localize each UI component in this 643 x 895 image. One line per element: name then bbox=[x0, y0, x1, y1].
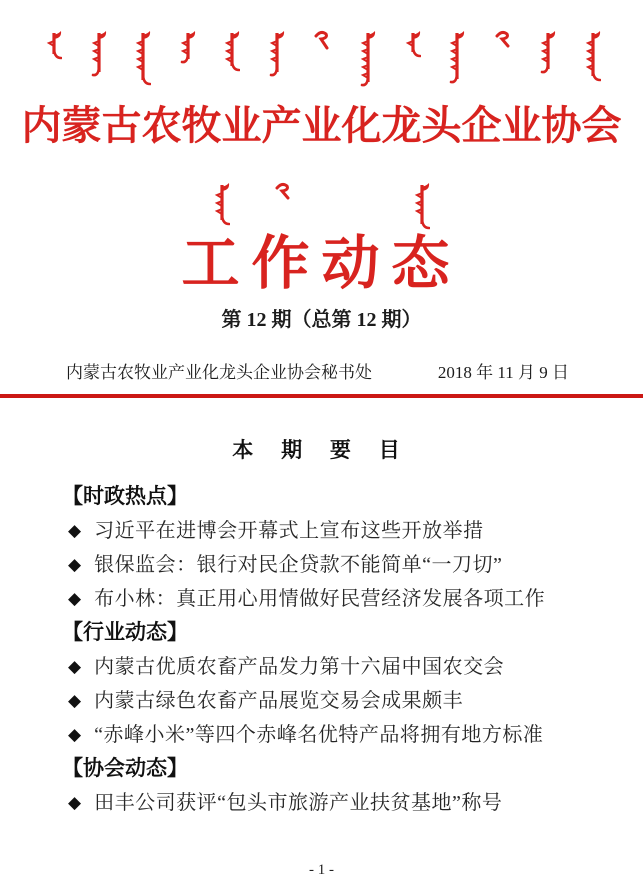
mongolian-glyph-icon bbox=[135, 30, 151, 86]
diamond-bullet-icon: ◆ bbox=[68, 691, 82, 711]
toc-item-text: 田丰公司获评“包头市旅游产业扶贫基地”称号 bbox=[94, 792, 503, 814]
toc-item-text: 内蒙古优质农畜产品发力第十六届中国农交会 bbox=[94, 656, 505, 678]
publisher-row bbox=[66, 363, 569, 383]
toc-section-politics bbox=[62, 480, 603, 616]
toc-section-industry bbox=[62, 616, 603, 752]
page-number: - 1 - bbox=[309, 862, 334, 878]
masthead-rule bbox=[0, 394, 643, 398]
toc-item-text: 银保监会：银行对民企贷款不能简单“一刀切” bbox=[94, 554, 503, 576]
mongolian-glyph-icon bbox=[313, 30, 331, 50]
mongolian-glyph-icon bbox=[224, 30, 240, 72]
issue-number: 第 12 期（总第 12 期） bbox=[221, 309, 422, 331]
mongolian-glyph-icon bbox=[214, 182, 230, 226]
mongolian-glyph-icon bbox=[274, 182, 292, 200]
diamond-bullet-icon: ◆ bbox=[68, 589, 82, 609]
issue-date: 2018 年 11 月 9 日 bbox=[437, 363, 569, 382]
toc-section-association bbox=[62, 752, 603, 820]
mongolian-glyph-icon bbox=[46, 30, 62, 60]
diamond-bullet-icon: ◆ bbox=[68, 725, 82, 745]
mongolian-glyph-icon bbox=[585, 30, 601, 82]
mongolian-glyph-icon bbox=[360, 30, 376, 88]
publisher-name: 内蒙古农牧业产业化龙头企业协会秘书处 bbox=[66, 363, 372, 382]
mongolian-glyph-icon bbox=[494, 30, 512, 48]
mongolian-glyph-icon bbox=[180, 30, 196, 65]
toc-item bbox=[62, 514, 603, 548]
association-name: 内蒙古农牧业产业化龙头企业协会 bbox=[21, 103, 622, 148]
bulletin-title: 工作动态 bbox=[181, 231, 462, 296]
toc-item bbox=[62, 548, 603, 582]
mongolian-glyph-icon bbox=[405, 30, 421, 58]
mongolian-glyph-icon bbox=[540, 30, 556, 75]
toc-item bbox=[62, 786, 603, 820]
toc-section-label: 【行业动态】 bbox=[62, 621, 188, 644]
diamond-bullet-icon: ◆ bbox=[68, 657, 82, 677]
toc-section-label: 【协会动态】 bbox=[62, 757, 188, 780]
toc-item-text: “赤峰小米”等四个赤峰名优特产品将拥有地方标准 bbox=[94, 724, 544, 746]
toc bbox=[62, 480, 603, 820]
diamond-bullet-icon: ◆ bbox=[68, 555, 82, 575]
toc-item-text: 内蒙古绿色农畜产品展览交易会成果颇丰 bbox=[94, 690, 464, 712]
toc-section-label: 【时政热点】 bbox=[62, 485, 188, 508]
toc-item bbox=[62, 582, 603, 616]
mongolian-glyph-icon bbox=[269, 30, 285, 78]
diamond-bullet-icon: ◆ bbox=[68, 793, 82, 813]
toc-item bbox=[62, 718, 603, 752]
toc-item-text: 习近平在进博会开幕式上宣布这些开放举措 bbox=[94, 520, 484, 542]
mongolian-glyph-icon bbox=[414, 182, 430, 230]
mongolian-glyph-icon bbox=[91, 30, 107, 78]
mongolian-glyph-icon bbox=[449, 30, 465, 85]
toc-item bbox=[62, 650, 603, 684]
toc-heading: 本 期 要 目 bbox=[232, 439, 411, 462]
mongolian-script-subtitle bbox=[0, 182, 643, 232]
toc-item bbox=[62, 684, 603, 718]
toc-item-text: 布小林：真正用心用情做好民营经济发展各项工作 bbox=[94, 588, 546, 610]
diamond-bullet-icon: ◆ bbox=[68, 521, 82, 541]
mongolian-script-top bbox=[46, 30, 601, 92]
